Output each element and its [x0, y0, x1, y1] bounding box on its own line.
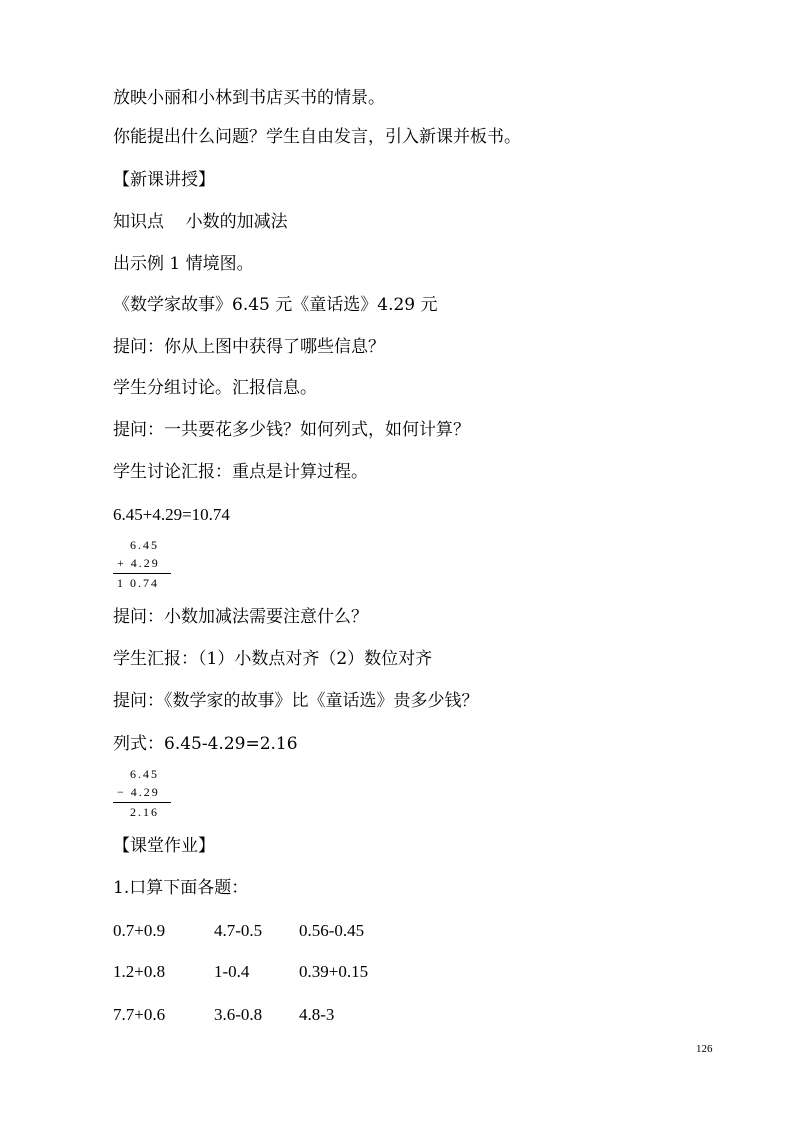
text-line: 学生分组讨论。汇报信息。: [113, 378, 317, 398]
exercise-item: 3.6-0.8: [214, 1005, 263, 1024]
question-line: 提问：小数加减法需要注意什么？: [113, 607, 368, 627]
text-line: 你能提出什么问题？学生自由发言，引入新课并板书。: [113, 127, 521, 147]
text-line: 放映小丽和小林到书店买书的情景。: [113, 88, 385, 108]
knowledge-point-heading: 知识点 小数的加减法: [113, 212, 288, 232]
difference-rule: [113, 802, 171, 803]
exercise-instruction: 1.口算下面各题：: [113, 878, 249, 898]
exercise-item: 0.7+0.9: [113, 921, 166, 940]
addend-top: 6.45: [130, 538, 159, 552]
text-line: 出示例 1 情境图。: [113, 254, 254, 274]
equation-line: 列式：6.45-4.29=2.16: [113, 734, 298, 754]
text-line: 《数学家故事》6.45 元《童话选》4.29 元: [113, 295, 438, 315]
section-heading-classwork: 【课堂作业】: [113, 836, 215, 856]
text-line: 学生讨论汇报：重点是计算过程。: [113, 462, 368, 482]
question-line: 提问：一共要花多少钱？如何列式，如何计算？: [113, 420, 470, 440]
exercise-item: 4.8-3: [299, 1005, 335, 1024]
exercise-item: 0.39+0.15: [299, 962, 369, 981]
equation-line: 6.45+4.29=10.74: [113, 505, 230, 524]
question-line: 提问：《数学家的故事》比《童话选》贵多少钱？: [113, 691, 479, 711]
page-number: 126: [696, 1043, 713, 1055]
difference-result: 2.16: [130, 805, 159, 819]
vertical-addition: [113, 538, 173, 594]
section-heading-new-lesson: 【新课讲授】: [113, 170, 215, 190]
subtrahend-operator-row: − 4.29: [117, 785, 160, 799]
minuend-top: 6.45: [130, 767, 159, 781]
vertical-subtraction: [113, 767, 173, 823]
sum-rule: [113, 573, 171, 574]
addend-operator-row: + 4.29: [117, 556, 160, 570]
exercise-item: 4.7-0.5: [214, 921, 263, 940]
question-line: 提问：你从上图中获得了哪些信息？: [113, 337, 385, 357]
exercise-item: 1-0.4: [214, 962, 250, 981]
sum-result: 1 0.74: [117, 576, 159, 590]
exercise-item: 1.2+0.8: [113, 962, 166, 981]
exercise-item: 7.7+0.6: [113, 1005, 166, 1024]
text-line: 学生汇报：（1）小数点对齐（2）数位对齐: [113, 649, 433, 669]
exercise-item: 0.56-0.45: [299, 921, 365, 940]
